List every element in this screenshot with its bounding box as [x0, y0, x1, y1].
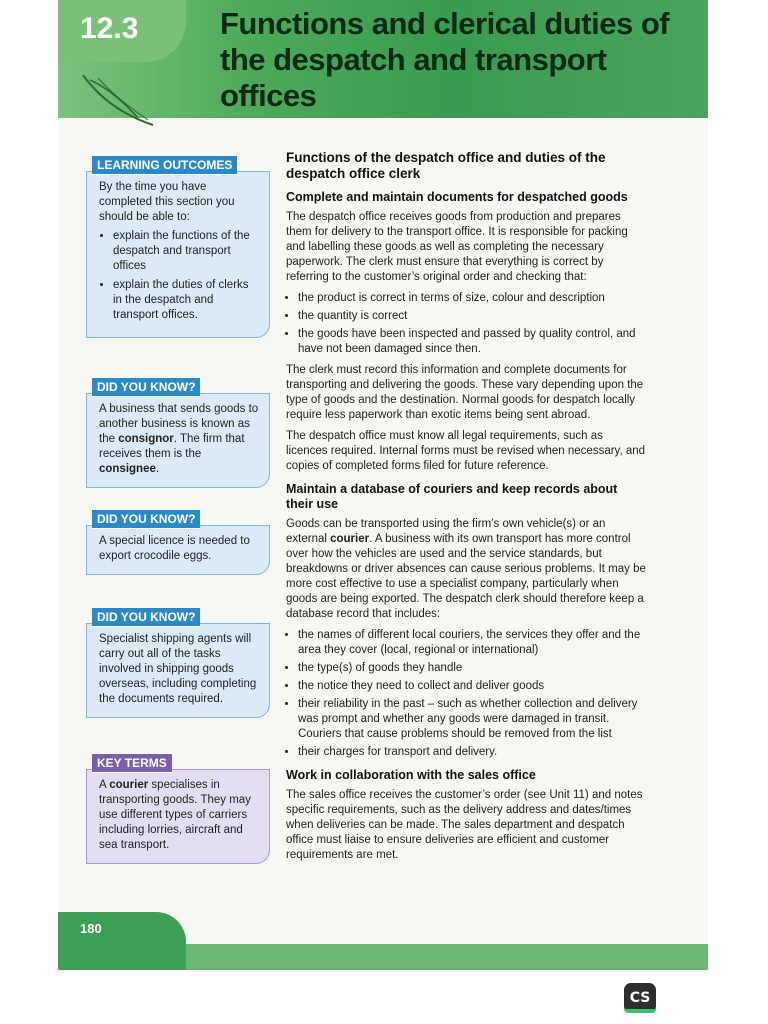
- did-you-know-content: A special licence is needed to export crocodile eggs.: [86, 525, 270, 575]
- logo-bar: [624, 1009, 656, 1013]
- list-item: • explain the duties of clerks in the despatch and transport offices.: [113, 278, 260, 323]
- list-item: • the product is correct in terms of size, colour and description: [298, 291, 646, 306]
- term-consignee: consignee: [99, 463, 156, 475]
- did-you-know-box-3: [86, 608, 270, 718]
- text-run: A: [99, 779, 110, 791]
- leaf-decoration-icon: [78, 70, 158, 130]
- list-item: • their charges for transport and delivery.: [298, 745, 646, 760]
- learning-outcomes-box: [86, 156, 270, 338]
- paragraph: The despatch office must know all legal requirements, such as licences required. Internal forms must be revised when necessary, and copies of completed forms filed for future reference.: [286, 430, 646, 472]
- camscanner-logo-icon: [624, 983, 656, 1013]
- page-header: [58, 0, 708, 118]
- list-item: • their reliability in the past – such as whether collection and delivery was prompt and whether any goods were damaged in transit. Couriers that cause problems should be removed from the list: [298, 697, 646, 742]
- bullet-list: [286, 628, 646, 760]
- page-number: 180: [80, 921, 102, 936]
- did-you-know-box-2: [86, 510, 270, 575]
- main-heading: Functions of the despatch office and duties of the despatch office clerk: [286, 150, 606, 181]
- learning-outcomes-label: LEARNING OUTCOMES: [92, 156, 237, 175]
- paragraph: The despatch office receives goods from production and prepares them for delivery to the transport office. It is responsible for packing and labelling these goods as well as completing the necessary paperwork. The clerk must ensure that everything is correct by referring to the customer’s original order and checking that:: [286, 211, 628, 283]
- learning-outcomes-list: [99, 229, 260, 323]
- section-heading-documents: Complete and maintain documents for despatched goods: [286, 190, 628, 204]
- did-you-know-label: DID YOU KNOW?: [92, 510, 200, 529]
- paragraph: The clerk must record this information and complete documents for transporting and delivering the goods. These vary depending upon the type of goods and the destination. Normal goods for despatch locally require less paperwork than exotic items being sent abroad.: [286, 364, 644, 421]
- list-item: • explain the functions of the despatch and transport offices: [113, 229, 260, 274]
- term-courier: courier: [109, 779, 149, 791]
- did-you-know-content: [86, 393, 270, 488]
- did-you-know-label: DID YOU KNOW?: [92, 608, 200, 627]
- bullet-list: [286, 291, 646, 357]
- term-courier: courier: [330, 533, 370, 545]
- section-number: 12.3: [80, 12, 139, 45]
- key-terms-content: [86, 769, 270, 864]
- key-terms-label: KEY TERMS: [92, 754, 172, 773]
- textbook-page: [58, 0, 708, 970]
- list-item: • the quantity is correct: [298, 309, 646, 324]
- main-content: [286, 150, 646, 869]
- term-consignor: consignor: [118, 433, 174, 445]
- text-run: .: [155, 463, 160, 475]
- footer-tab: [58, 912, 186, 970]
- text-run: A business that sends goods to another business is known as the: [99, 403, 259, 445]
- did-you-know-box-1: [86, 378, 270, 488]
- learning-outcomes-intro: By the time you have completed this section you should be able to:: [99, 181, 235, 223]
- paragraph: The sales office receives the customer’s order (see Unit 11) and notes specific requirements, such as the delivery address and dates/times when deliveries can be made. The sales department and despatch office must liaise to ensure deliveries are efficient and customer requirements are met.: [286, 789, 643, 861]
- text-run: . A business with its own transport has more control over how the vehicles are used and the service standards, but breakdowns or driver absences can cause serious problems. It may be more cost effective to use a specialist company, particularly when goods are being exported. The despatch clerk should therefore keep a database record that includes:: [286, 533, 646, 620]
- paragraph: [286, 517, 646, 622]
- text-run: specialises in transporting goods. They may use different types of carriers including lorries, aircraft and sea transport.: [99, 779, 251, 851]
- page-title: Functions and clerical duties of the despatch and transport offices: [220, 6, 670, 113]
- list-item: • the goods have been inspected and passed by quality control, and have not been damaged since then.: [298, 327, 646, 357]
- camscanner-logo-text: CS: [629, 990, 651, 1006]
- did-you-know-label: DID YOU KNOW?: [92, 378, 200, 397]
- section-heading-couriers: Maintain a database of couriers and keep records about their use: [286, 482, 618, 511]
- text-run: Goods can be transported using the firm’s own vehicle(s) or an external: [286, 518, 606, 545]
- list-item: • the names of different local couriers, the services they offer and the area they cover (local, regional or international): [298, 628, 646, 658]
- section-heading-sales: Work in collaboration with the sales office: [286, 768, 536, 782]
- list-item: • the type(s) of goods they handle: [298, 661, 646, 676]
- list-item: • the notice they need to collect and deliver goods: [298, 679, 646, 694]
- learning-outcomes-content: [86, 171, 270, 338]
- key-terms-box: [86, 754, 270, 864]
- did-you-know-content: Specialist shipping agents will carry out all of the tasks involved in shipping goods overseas, including completing the documents required.: [86, 623, 270, 718]
- text-run: . The firm that receives them is the: [99, 433, 245, 460]
